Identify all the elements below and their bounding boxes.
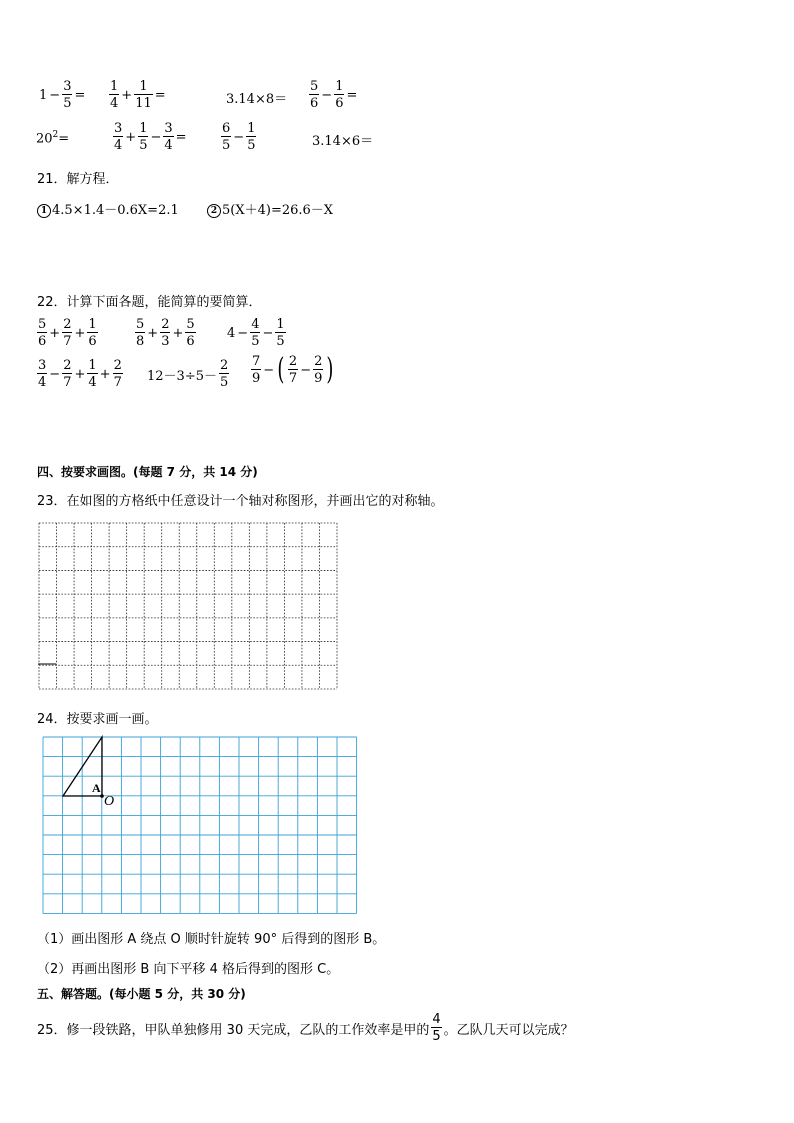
q24-task-1: （1）画出图形 A 绕点 O 顺时针旋转 90° 后得到的图形 B。 bbox=[37, 932, 386, 947]
operator: + bbox=[125, 129, 137, 145]
q23-dotted-grid[interactable] bbox=[38, 522, 340, 692]
operator: − bbox=[321, 87, 333, 103]
q24-title: 24．按要求画一画。 bbox=[37, 712, 158, 727]
operator: + bbox=[121, 87, 133, 103]
operator: − bbox=[233, 129, 245, 145]
operator: − bbox=[150, 129, 162, 145]
calc-4 bbox=[308, 80, 358, 110]
point-label-o: O bbox=[104, 794, 115, 809]
equals: = bbox=[58, 131, 70, 147]
q23-title: 23．在如图的方格纸中任意设计一个轴对称图形，并画出它的对称轴。 bbox=[37, 494, 444, 509]
fraction-four-fifths: $\frac{4}{5}$ bbox=[432, 1012, 441, 1044]
q22-expr-3: 4 − $\frac{4}{5}$ − $\frac{1}{5}$ bbox=[227, 317, 285, 349]
section-4-heading: 四、按要求画图。(每题 7 分，共 14 分) bbox=[37, 465, 258, 479]
q22-expr-2: $\frac{5}{8}$ + $\frac{2}{3}$ + $\frac{5}{6}$ bbox=[136, 317, 195, 349]
number-2-icon: 2 bbox=[207, 204, 221, 218]
section-5-heading: 五、解答题。(每小题 5 分，共 30 分) bbox=[37, 987, 246, 1001]
fraction: $\frac{1}{4}$ bbox=[110, 79, 119, 111]
fraction: $\frac{1}{5}$ bbox=[139, 121, 148, 153]
q25-text-before: 25．修一段铁路，甲队单独修用 30 天完成，乙队的工作效率是甲的 bbox=[37, 1022, 430, 1038]
number-1-icon: 1 bbox=[37, 204, 51, 218]
calc-5 bbox=[36, 130, 69, 146]
operator: − bbox=[49, 87, 61, 103]
q22-expr-6: $\frac{7}{9}$ − ( $\frac{2}{7}$ − $\frac{2}{9}$ ) bbox=[252, 352, 334, 387]
fraction: $\frac{1}{6}$ bbox=[335, 79, 344, 111]
q22-expr-1: $\frac{5}{6}$ + $\frac{2}{7}$ + $\frac{1}{6}$ bbox=[38, 317, 97, 349]
q24-grid-figure[interactable] bbox=[40, 734, 360, 914]
fraction: $\frac{6}{5}$ bbox=[222, 121, 231, 153]
fraction: $\frac{5}{6}$ bbox=[310, 79, 319, 111]
equals: = bbox=[74, 87, 86, 103]
fraction: $\frac{1}{11}$ bbox=[135, 79, 152, 111]
q22-expr-4: $\frac{3}{4}$ − $\frac{2}{7}$ + $\frac{1}{4}$ + $\frac{2}{7}$ bbox=[38, 358, 122, 390]
calc-7 bbox=[220, 122, 257, 152]
calc-3: 3.14×8＝ bbox=[226, 92, 288, 107]
calc-1 bbox=[38, 80, 86, 110]
q22-expr-5: 12－3÷5－ $\frac{2}{5}$ bbox=[147, 358, 229, 390]
q21-title: 21．解方程． bbox=[37, 172, 119, 187]
base: 20 bbox=[36, 131, 53, 147]
fraction: $\frac{3}{5}$ bbox=[63, 79, 72, 111]
whole-number: 1 bbox=[39, 87, 48, 103]
fraction: $\frac{1}{5}$ bbox=[247, 121, 256, 153]
equals: = bbox=[154, 87, 166, 103]
q21-equation-2: 2 5(X＋4)=26.6－X bbox=[207, 199, 333, 218]
exponent: 2 bbox=[52, 130, 59, 140]
equals: = bbox=[175, 129, 187, 145]
q22-title: 22．计算下面各题，能简算的要简算． bbox=[37, 295, 262, 310]
q25-text-after: 。乙队几天可以完成？ bbox=[443, 1022, 574, 1038]
triangle-label-a: A bbox=[92, 781, 101, 795]
q25-question bbox=[37, 1013, 574, 1043]
equals: = bbox=[346, 87, 358, 103]
fraction: $\frac{3}{4}$ bbox=[114, 121, 123, 153]
q24-task-2: （2）再画出图形 B 向下平移 4 格后得到的图形 C。 bbox=[37, 962, 340, 977]
fraction: $\frac{3}{4}$ bbox=[164, 121, 173, 153]
calc-2 bbox=[108, 80, 167, 110]
calc-6 bbox=[112, 122, 188, 152]
calc-8: 3.14×6＝ bbox=[312, 134, 374, 149]
q21-equation-1: 1 4.5×1.4－0.6X=2.1 bbox=[37, 199, 179, 218]
